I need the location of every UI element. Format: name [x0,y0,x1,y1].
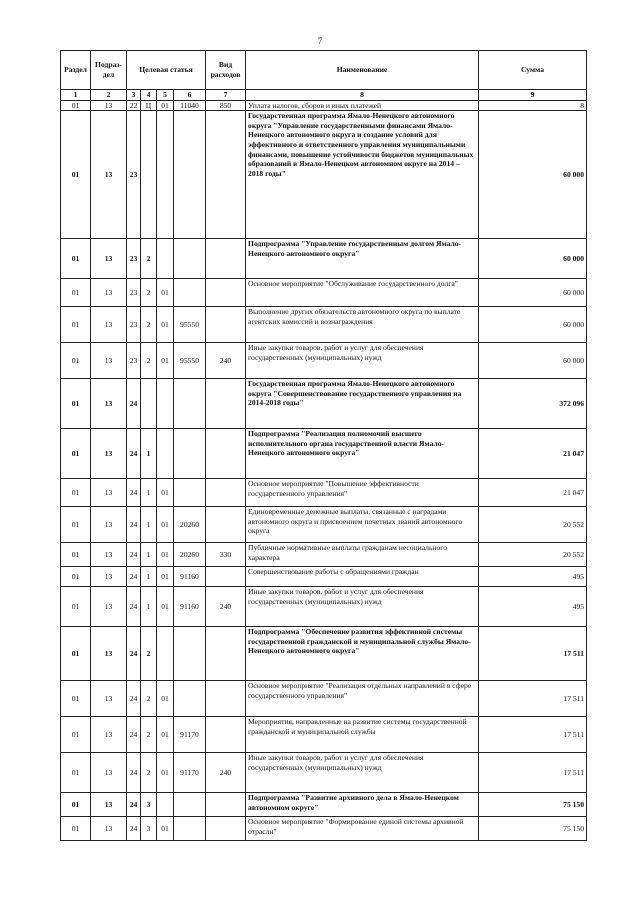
table-row [61,567,587,587]
razdel-cell: 01 [61,307,91,343]
table-row [61,111,587,239]
podrazdel-cell: 13 [91,567,127,587]
razdel-cell: 01 [61,479,91,507]
sum-cell: 60 000 [479,343,587,379]
podrazdel-cell: 13 [91,429,127,479]
name-cell: Иные закупки товаров, работ и услуг для обеспечения государственных (муниципальных) нужд [246,753,479,793]
header-podrazdel: Подраз-дел [91,51,127,90]
target-code-3-cell: 01 [157,817,174,841]
target-code-3-cell [157,627,174,681]
name-cell: Основное мероприятие "Реализация отдельных направлений в сфере государственного управления" [246,681,479,717]
name-cell: Подпрограмма "Реализация полномочий высшего исполнительного органа государственной власти Ямало-Ненецкого автономного округа" [246,429,479,479]
column-number: 6 [174,90,206,101]
target-code-4-cell [174,279,206,307]
razdel-cell: 01 [61,753,91,793]
name-cell: Основное мероприятие "Обслуживание государственного долга" [246,279,479,307]
sum-cell: 372 096 [479,379,587,429]
target-code-1-cell: 24 [127,627,141,681]
column-number: 9 [479,90,587,101]
razdel-cell: 01 [61,343,91,379]
razdel-cell: 01 [61,681,91,717]
sum-cell: 495 [479,567,587,587]
target-code-3-cell [157,429,174,479]
razdel-cell: 01 [61,793,91,817]
column-number: 5 [157,90,174,101]
target-code-2-cell: 2 [141,343,157,379]
expense-type-cell [206,111,246,239]
target-code-2-cell: 2 [141,239,157,279]
target-code-4-cell: 91160 [174,567,206,587]
expense-type-cell [206,507,246,543]
target-code-3-cell: 01 [157,587,174,627]
name-cell: Основное мероприятие "Формирование единой системы архивной отрасли" [246,817,479,841]
target-code-1-cell: 24 [127,717,141,753]
sum-cell: 60 000 [479,111,587,239]
podrazdel-cell: 13 [91,343,127,379]
target-code-1-cell: 24 [127,479,141,507]
target-code-2-cell [141,379,157,429]
podrazdel-cell: 13 [91,379,127,429]
table-row [61,753,587,793]
expense-type-cell: 240 [206,753,246,793]
target-code-1-cell: 24 [127,543,141,567]
target-code-4-cell [174,379,206,429]
podrazdel-cell: 13 [91,100,127,111]
column-number: 4 [141,90,157,101]
razdel-cell: 01 [61,587,91,627]
podrazdel-cell: 13 [91,587,127,627]
sum-cell: 60 000 [479,307,587,343]
expense-type-cell [206,717,246,753]
target-code-4-cell [174,681,206,717]
name-cell: Публичные нормативные выплаты гражданам несоциального характера [246,543,479,567]
target-code-2-cell: 2 [141,753,157,793]
target-code-4-cell: 95550 [174,307,206,343]
name-cell: Уплата налогов, сборов и иных платежей [246,100,479,111]
table-row [61,429,587,479]
target-code-3-cell [157,111,174,239]
target-code-3-cell [157,793,174,817]
target-code-3-cell: 01 [157,753,174,793]
target-code-1-cell: 23 [127,279,141,307]
target-code-3-cell: 01 [157,567,174,587]
column-number: 3 [127,90,141,101]
target-code-1-cell: 24 [127,567,141,587]
target-code-2-cell: 3 [141,817,157,841]
sum-cell: 21 047 [479,429,587,479]
name-cell: Государственная программа Ямало-Ненецкого автономного округа "Совершенствование государственного управления на 2014-2018 годы" [246,379,479,429]
target-code-3-cell: 01 [157,100,174,111]
target-code-4-cell [174,111,206,239]
target-code-2-cell: 2 [141,627,157,681]
header-name: Наименование [246,51,479,90]
target-code-3-cell: 01 [157,307,174,343]
target-code-2-cell: 1 [141,507,157,543]
expense-type-cell: 240 [206,343,246,379]
podrazdel-cell: 13 [91,681,127,717]
podrazdel-cell: 13 [91,793,127,817]
name-cell: Единовременные денежные выплаты, связанные с наградами автономного округа и присвоением почетных званий автономного округа [246,507,479,543]
budget-table [60,50,587,841]
razdel-cell: 01 [61,100,91,111]
name-cell: Государственная программа Ямало-Ненецкого автономного округа "Управление государственными финансами Ямало-Ненецкого автономного округа и создание условий для эффективного и ответственного управления муниципальными финансами, повышение устойчивости бюджетов муниципальных образований в Ямало-Ненецком автономном округе на 2014 – 2018 годы" [246,111,479,239]
target-code-1-cell: 23 [127,239,141,279]
target-code-2-cell: 1 [141,567,157,587]
target-code-1-cell: 22 [127,100,141,111]
target-code-3-cell [157,239,174,279]
sum-cell: 75 150 [479,817,587,841]
column-number: 8 [246,90,479,101]
target-code-4-cell: 11040 [174,100,206,111]
expense-type-cell [206,567,246,587]
name-cell: Подпрограмма "Управление государственным долгом Ямало-Ненецкого автономного округа" [246,239,479,279]
target-code-4-cell [174,239,206,279]
podrazdel-cell: 13 [91,717,127,753]
column-number: 1 [61,90,91,101]
podrazdel-cell: 13 [91,753,127,793]
target-code-3-cell: 01 [157,543,174,567]
expense-type-cell [206,429,246,479]
target-code-3-cell: 01 [157,717,174,753]
target-code-4-cell: 20260 [174,507,206,543]
target-code-4-cell: 91170 [174,753,206,793]
header-razdel: Раздел [61,51,91,90]
sum-cell: 60 000 [479,279,587,307]
target-code-1-cell: 24 [127,817,141,841]
razdel-cell: 01 [61,817,91,841]
table-row [61,100,587,111]
sum-cell: 17 511 [479,681,587,717]
target-code-1-cell: 24 [127,793,141,817]
expense-type-cell [206,239,246,279]
sum-cell: 20 552 [479,543,587,567]
target-code-2-cell [141,111,157,239]
sum-cell: 17 511 [479,753,587,793]
table-row [61,239,587,279]
name-cell: Мероприятия, направленные на развитие системы государственной гражданской и муниципальной службы [246,717,479,753]
table-row [61,817,587,841]
razdel-cell: 01 [61,717,91,753]
target-code-3-cell: 01 [157,279,174,307]
table-row [61,627,587,681]
target-code-2-cell: 1 [141,543,157,567]
podrazdel-cell: 13 [91,817,127,841]
target-code-3-cell [157,379,174,429]
expense-type-cell [206,681,246,717]
target-code-1-cell: 24 [127,379,141,429]
target-code-2-cell: 2 [141,307,157,343]
name-cell: Иные закупки товаров, работ и услуг для обеспечения государственных (муниципальных) нужд [246,343,479,379]
target-code-1-cell: 24 [127,429,141,479]
podrazdel-cell: 13 [91,627,127,681]
expense-type-cell [206,793,246,817]
podrazdel-cell: 13 [91,111,127,239]
expense-type-cell [206,479,246,507]
target-code-3-cell: 01 [157,681,174,717]
target-code-4-cell [174,479,206,507]
sum-cell: 60 000 [479,239,587,279]
expense-type-cell: 330 [206,543,246,567]
table-row [61,543,587,567]
target-code-4-cell [174,817,206,841]
table-row [61,307,587,343]
target-code-1-cell: 23 [127,111,141,239]
column-number: 7 [206,90,246,101]
target-code-4-cell: 91160 [174,587,206,627]
razdel-cell: 01 [61,379,91,429]
expense-type-cell [206,279,246,307]
target-code-2-cell: Ц [141,100,157,111]
razdel-cell: 01 [61,429,91,479]
podrazdel-cell: 13 [91,479,127,507]
sum-cell: 20 552 [479,507,587,543]
target-code-2-cell: 1 [141,479,157,507]
table-row [61,681,587,717]
column-number-row [61,90,587,101]
expense-type-cell [206,307,246,343]
sum-cell: 17 511 [479,717,587,753]
target-code-4-cell [174,793,206,817]
sum-cell: 17 511 [479,627,587,681]
table-row [61,379,587,429]
table-row [61,279,587,307]
name-cell: Основное мероприятие "Повышение эффективности государственного управления" [246,479,479,507]
target-code-1-cell: 24 [127,681,141,717]
header-sum: Сумма [479,51,587,90]
podrazdel-cell: 13 [91,307,127,343]
sum-cell: 8 [479,100,587,111]
target-code-2-cell: 1 [141,587,157,627]
target-code-3-cell: 01 [157,507,174,543]
expense-type-cell: 850 [206,100,246,111]
target-code-1-cell: 23 [127,343,141,379]
target-code-2-cell: 3 [141,793,157,817]
expense-type-cell: 240 [206,587,246,627]
table-row [61,717,587,753]
target-code-1-cell: 24 [127,753,141,793]
target-code-4-cell: 20260 [174,543,206,567]
target-code-4-cell [174,627,206,681]
table-row [61,587,587,627]
table-row [61,793,587,817]
sum-cell: 495 [479,587,587,627]
target-code-4-cell [174,429,206,479]
page-number: 7 [317,36,323,46]
target-code-2-cell: 2 [141,717,157,753]
table-row [61,479,587,507]
podrazdel-cell: 13 [91,507,127,543]
name-cell: Иные закупки товаров, работ и услуг для обеспечения государственных (муниципальных) нужд [246,587,479,627]
target-code-4-cell: 95550 [174,343,206,379]
target-code-3-cell: 01 [157,343,174,379]
razdel-cell: 01 [61,111,91,239]
razdel-cell: 01 [61,507,91,543]
target-code-1-cell: 24 [127,507,141,543]
table-row [61,507,587,543]
expense-type-cell [206,817,246,841]
sum-cell: 21 047 [479,479,587,507]
razdel-cell: 01 [61,279,91,307]
target-code-1-cell: 23 [127,307,141,343]
target-code-4-cell: 91170 [174,717,206,753]
sum-cell: 75 150 [479,793,587,817]
target-code-3-cell: 01 [157,479,174,507]
name-cell: Подпрограмма "Развитие архивного дела в Ямало-Ненецком автономном округе" [246,793,479,817]
name-cell: Совершенствование работы с обращениями граждан [246,567,479,587]
name-cell: Подпрограмма "Обеспечение развития эффективной системы государственной гражданской и муниципальной службы Ямало-Ненецкого автономного округа" [246,627,479,681]
podrazdel-cell: 13 [91,543,127,567]
target-code-2-cell: 2 [141,279,157,307]
column-number: 2 [91,90,127,101]
podrazdel-cell: 13 [91,239,127,279]
razdel-cell: 01 [61,543,91,567]
target-code-2-cell: 1 [141,429,157,479]
expense-type-cell [206,379,246,429]
razdel-cell: 01 [61,627,91,681]
target-code-2-cell: 2 [141,681,157,717]
header-target-article: Целевая статья [127,51,206,90]
podrazdel-cell: 13 [91,279,127,307]
header-expense-type: Вид расходов [206,51,246,90]
target-code-1-cell: 24 [127,587,141,627]
name-cell: Выполнение других обязательств автономного округа по выплате агентских комиссий и вознаграждения [246,307,479,343]
razdel-cell: 01 [61,567,91,587]
razdel-cell: 01 [61,239,91,279]
table-row [61,343,587,379]
expense-type-cell [206,627,246,681]
